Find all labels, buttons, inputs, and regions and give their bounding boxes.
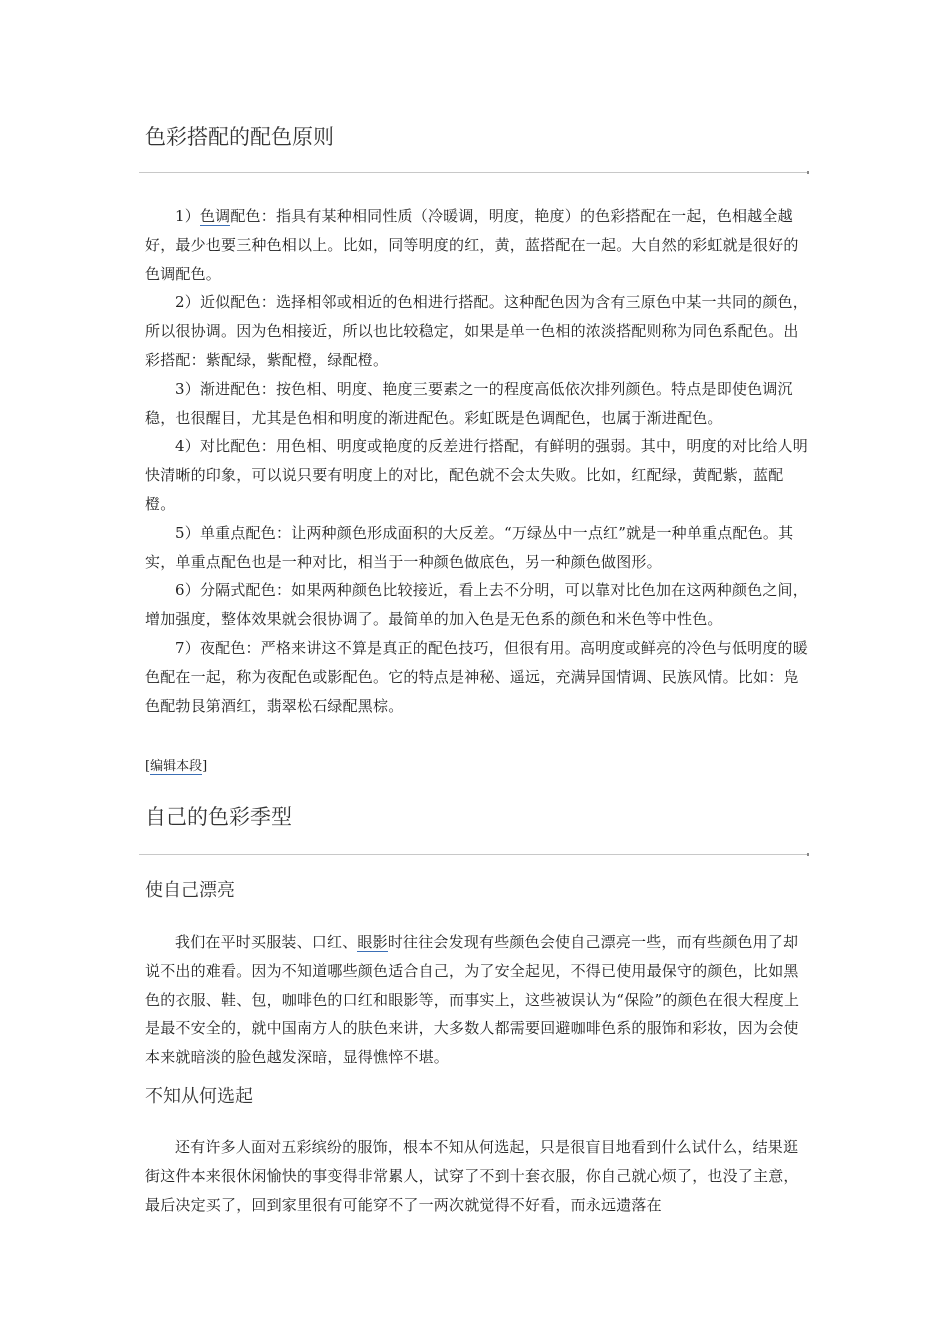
subsection-title-how-to-choose: 不知从何选起 bbox=[145, 1086, 253, 1107]
principle-paragraph-5: 5）单重点配色：让两种颜色形成面积的大反差。“万绿丛中一点红”就是一种单重点配色。其实，单重点配色也是一种对比，相当于一种颜色做底色，另一种颜色做图形。 bbox=[145, 523, 794, 571]
section-divider bbox=[139, 854, 807, 855]
edit-section-link[interactable]: [编辑本段] bbox=[145, 759, 208, 774]
section-divider bbox=[139, 172, 807, 173]
subsection-title-look-good: 使自己漂亮 bbox=[145, 880, 235, 901]
section-title-color-season: 自己的色彩季型 bbox=[145, 805, 292, 829]
section-title-color-matching: 色彩搭配的配色原则 bbox=[145, 125, 334, 149]
look-good-paragraph: 我们在平时买服装、口红、眼影时往往会发现有些颜色会使自己漂亮一些，而有些颜色用了却说不出的难看。因为不知道哪些颜色适合自己，为了安全起见，不得已使用最保守的颜色，比如黑色的衣服、鞋、包，咖啡色的口红和眼影等，而事实上，这些被误认为“保险”的颜色在很大程度上是最不安全的，就中国南方人的肤色来讲，大多数人都需要回避咖啡色系的服饰和彩妆，因为会使本来就暗淡的脸色越发深暗，显得憔悴不堪。 bbox=[145, 933, 800, 1067]
how-to-choose-paragraph: 还有许多人面对五彩缤纷的服饰，根本不知从何选起，只是很盲目地看到什么试什么，结果逛街这件本来很休闲愉快的事变得非常累人，试穿了不到十套衣服，你自己就心烦了，也没了主意，最后决定买了，回到家里很有可能穿不了一两次就觉得不好看，而永远遗落在 bbox=[145, 1138, 799, 1214]
hue-link[interactable]: 色调 bbox=[199, 207, 231, 225]
principle-paragraph-3: 3）渐进配色：按色相、明度、艳度三要素之一的程度高低依次排列颜色。特点是即使色调沉稳，也很醒目，尤其是色相和明度的渐进配色。彩虹既是色调配色，也属于渐进配色。 bbox=[145, 379, 793, 427]
principle-paragraph-2: 2）近似配色：选择相邻或相近的色相进行搭配。这种配色因为含有三原色中某一共同的颜色，所以很协调。因为色相接近，所以也比较稳定，如果是单一色相的浓淡搭配则称为同色系配色。出彩搭配：紫配绿，紫配橙，绿配橙。 bbox=[145, 293, 808, 369]
principle-paragraph-7: 7）夜配色：严格来讲这不算是真正的配色技巧，但很有用。高明度或鲜亮的冷色与低明度的暖色配在一起，称为夜配色或影配色。它的特点是神秘、遥远，充满异国情调、民族风情。比如：凫色配勃艮第酒红，翡翠松石绿配黑棕。 bbox=[145, 638, 808, 715]
principle-paragraph-1: 1）色调配色：指具有某种相同性质（冷暖调，明度，艳度）的色彩搭配在一起，色相越全越好，最少也要三种色相以上。比如，同等明度的红，黄，蓝搭配在一起。大自然的彩虹就是很好的色调配色。 bbox=[145, 207, 799, 283]
edit-section-label[interactable]: 编辑本段 bbox=[150, 759, 203, 774]
principle-paragraph-4: 4）对比配色：用色相、明度或艳度的反差进行搭配，有鲜明的强弱。其中，明度的对比给人明快清晰的印象，可以说只要有明度上的对比，配色就不会太失败。比如，红配绿，黄配紫，蓝配橙。 bbox=[145, 437, 808, 513]
eyeshadow-link[interactable]: 眼影 bbox=[357, 933, 388, 951]
color-principles-list bbox=[145, 202, 810, 720]
principle-paragraph-6: 6）分隔式配色：如果两种颜色比较接近，看上去不分明，可以靠对比色加在这两种颜色之间，增加强度，整体效果就会很协调了。最简单的加入色是无色系的颜色和米色等中性色。 bbox=[145, 581, 808, 629]
